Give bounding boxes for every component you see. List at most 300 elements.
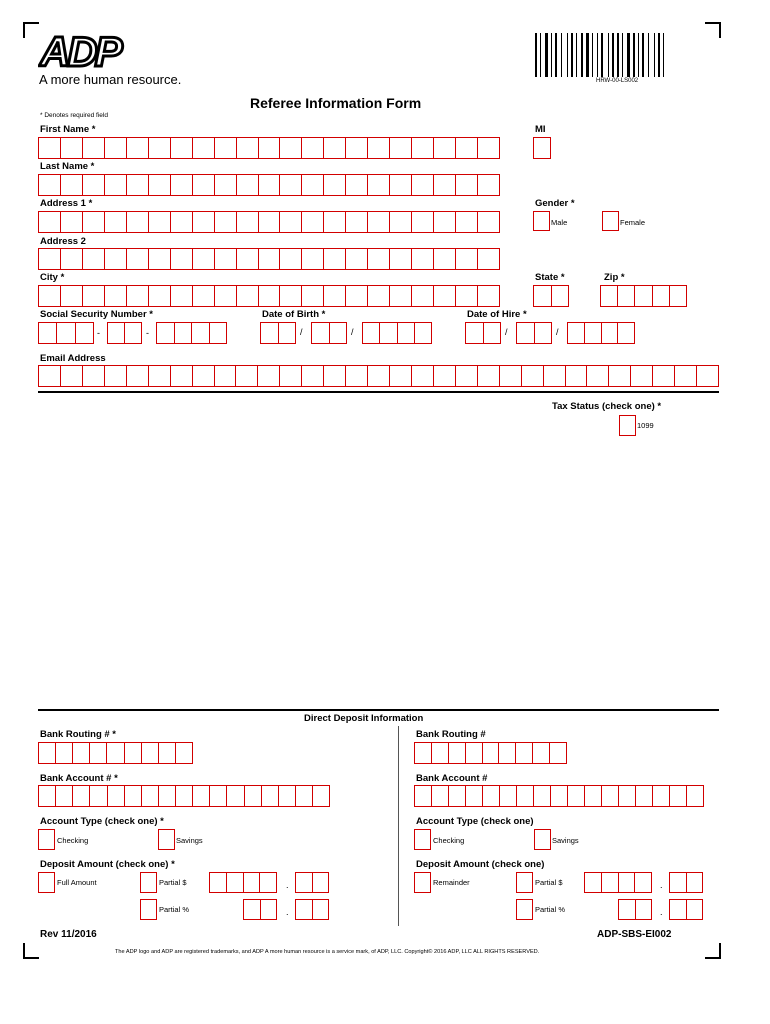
last-name-field[interactable] bbox=[38, 174, 500, 196]
char-cell[interactable] bbox=[534, 286, 552, 306]
char-cell[interactable] bbox=[73, 743, 90, 763]
char-cell[interactable] bbox=[653, 366, 675, 386]
char-cell[interactable] bbox=[635, 286, 652, 306]
city-label: City * bbox=[40, 272, 65, 283]
char-cell[interactable] bbox=[500, 366, 522, 386]
left-partial-pct-checkbox[interactable] bbox=[140, 899, 157, 920]
char-cell[interactable] bbox=[105, 249, 127, 269]
char-cell[interactable] bbox=[670, 286, 686, 306]
char-cell[interactable] bbox=[237, 286, 259, 306]
char-cell[interactable] bbox=[193, 286, 215, 306]
char-cell[interactable] bbox=[210, 873, 227, 892]
left-full-amount-checkbox[interactable] bbox=[38, 872, 55, 893]
barcode-number: HRW-00-LS002 bbox=[596, 78, 639, 84]
char-cell[interactable] bbox=[149, 175, 171, 195]
char-cell[interactable] bbox=[279, 786, 296, 806]
char-cell[interactable] bbox=[550, 743, 566, 763]
mi-field[interactable] bbox=[533, 137, 551, 159]
char-cell[interactable] bbox=[619, 900, 636, 919]
char-cell[interactable] bbox=[434, 138, 456, 158]
doh-year-field[interactable] bbox=[567, 322, 635, 344]
char-cell[interactable] bbox=[618, 323, 634, 343]
char-cell[interactable] bbox=[368, 249, 390, 269]
char-cell[interactable] bbox=[236, 366, 258, 386]
char-cell[interactable] bbox=[324, 175, 346, 195]
char-cell[interactable] bbox=[108, 786, 125, 806]
char-cell[interactable] bbox=[368, 175, 390, 195]
left-partial-dollar-checkbox[interactable] bbox=[140, 872, 157, 893]
char-cell[interactable] bbox=[245, 786, 262, 806]
char-cell[interactable] bbox=[483, 786, 500, 806]
char-cell[interactable] bbox=[127, 138, 149, 158]
char-cell[interactable] bbox=[302, 366, 324, 386]
char-cell[interactable] bbox=[653, 286, 670, 306]
char-cell[interactable] bbox=[39, 249, 61, 269]
right-partial-dollar-checkbox[interactable] bbox=[516, 872, 533, 893]
right-checking-checkbox[interactable] bbox=[414, 829, 431, 850]
char-cell[interactable] bbox=[500, 786, 517, 806]
char-cell[interactable] bbox=[456, 212, 478, 232]
char-cell[interactable] bbox=[456, 249, 478, 269]
char-cell[interactable] bbox=[585, 786, 602, 806]
char-cell[interactable] bbox=[279, 323, 296, 343]
char-cell[interactable] bbox=[609, 366, 631, 386]
right-account-field[interactable] bbox=[414, 785, 704, 807]
char-cell[interactable] bbox=[57, 323, 75, 343]
char-cell[interactable] bbox=[313, 873, 329, 892]
right-savings-label: Savings bbox=[552, 836, 579, 845]
char-cell[interactable] bbox=[478, 175, 499, 195]
char-cell[interactable] bbox=[533, 743, 550, 763]
left-routing-field[interactable] bbox=[38, 742, 193, 764]
char-cell[interactable] bbox=[149, 286, 171, 306]
char-cell[interactable] bbox=[127, 212, 149, 232]
char-cell[interactable] bbox=[127, 249, 149, 269]
char-cell[interactable] bbox=[262, 786, 279, 806]
char-cell[interactable] bbox=[551, 786, 568, 806]
char-cell[interactable] bbox=[434, 212, 456, 232]
char-cell[interactable] bbox=[346, 175, 368, 195]
char-cell[interactable] bbox=[61, 249, 83, 269]
char-cell[interactable] bbox=[171, 175, 193, 195]
char-cell[interactable] bbox=[159, 743, 176, 763]
char-cell[interactable] bbox=[61, 212, 83, 232]
char-cell[interactable] bbox=[149, 249, 171, 269]
char-cell[interactable] bbox=[434, 175, 456, 195]
char-cell[interactable] bbox=[449, 743, 466, 763]
doh-day-field[interactable] bbox=[516, 322, 552, 344]
char-cell[interactable] bbox=[83, 175, 105, 195]
char-cell[interactable] bbox=[244, 873, 261, 892]
char-cell[interactable] bbox=[415, 323, 431, 343]
char-cell[interactable] bbox=[302, 286, 324, 306]
char-cell[interactable] bbox=[478, 212, 499, 232]
char-cell[interactable] bbox=[227, 786, 244, 806]
right-partial-pct-checkbox[interactable] bbox=[516, 899, 533, 920]
char-cell[interactable] bbox=[697, 366, 718, 386]
char-cell[interactable] bbox=[585, 323, 602, 343]
char-cell[interactable] bbox=[302, 249, 324, 269]
char-cell[interactable] bbox=[601, 286, 618, 306]
char-cell[interactable] bbox=[237, 249, 259, 269]
char-cell[interactable] bbox=[261, 900, 277, 919]
char-cell[interactable] bbox=[237, 138, 259, 158]
char-cell[interactable] bbox=[566, 366, 588, 386]
char-cell[interactable] bbox=[280, 138, 302, 158]
doh-month-field[interactable] bbox=[465, 322, 501, 344]
char-cell[interactable] bbox=[602, 323, 619, 343]
char-cell[interactable] bbox=[587, 366, 609, 386]
char-cell[interactable] bbox=[390, 212, 412, 232]
char-cell[interactable] bbox=[390, 175, 412, 195]
char-cell[interactable] bbox=[193, 249, 215, 269]
char-cell[interactable] bbox=[324, 138, 346, 158]
char-cell[interactable] bbox=[83, 366, 105, 386]
char-cell[interactable] bbox=[390, 249, 412, 269]
char-cell[interactable] bbox=[434, 249, 456, 269]
char-cell[interactable] bbox=[61, 286, 83, 306]
char-cell[interactable] bbox=[215, 175, 237, 195]
char-cell[interactable] bbox=[227, 873, 244, 892]
char-cell[interactable] bbox=[619, 873, 636, 892]
tax-1099-label: 1099 bbox=[637, 421, 654, 430]
left-partial-pct-decimal[interactable] bbox=[295, 899, 329, 920]
char-cell[interactable] bbox=[105, 138, 127, 158]
char-cell[interactable] bbox=[61, 366, 83, 386]
char-cell[interactable] bbox=[125, 323, 141, 343]
char-cell[interactable] bbox=[39, 138, 61, 158]
char-cell[interactable] bbox=[157, 323, 175, 343]
char-cell[interactable] bbox=[544, 366, 566, 386]
ssn-field-part1[interactable] bbox=[38, 322, 94, 344]
char-cell[interactable] bbox=[61, 175, 83, 195]
char-cell[interactable] bbox=[670, 786, 687, 806]
char-cell[interactable] bbox=[259, 175, 281, 195]
char-cell[interactable] bbox=[149, 138, 171, 158]
dob-day-field[interactable] bbox=[311, 322, 347, 344]
char-cell[interactable] bbox=[330, 323, 347, 343]
char-cell[interactable] bbox=[412, 138, 434, 158]
char-cell[interactable] bbox=[159, 786, 176, 806]
char-cell[interactable] bbox=[280, 212, 302, 232]
char-cell[interactable] bbox=[193, 366, 215, 386]
char-cell[interactable] bbox=[39, 286, 61, 306]
female-checkbox[interactable] bbox=[602, 211, 619, 231]
email-field[interactable] bbox=[38, 365, 719, 387]
char-cell[interactable] bbox=[456, 286, 478, 306]
char-cell[interactable] bbox=[215, 212, 237, 232]
char-cell[interactable] bbox=[149, 212, 171, 232]
dob-label: Date of Birth * bbox=[262, 309, 326, 320]
dob-year-field[interactable] bbox=[362, 322, 432, 344]
char-cell[interactable] bbox=[56, 743, 73, 763]
char-cell[interactable] bbox=[313, 786, 329, 806]
char-cell[interactable] bbox=[296, 900, 313, 919]
right-routing-field[interactable] bbox=[414, 742, 567, 764]
decimal-point: . bbox=[660, 907, 663, 917]
char-cell[interactable] bbox=[259, 286, 281, 306]
char-cell[interactable] bbox=[280, 249, 302, 269]
city-field[interactable] bbox=[38, 285, 500, 307]
char-cell[interactable] bbox=[390, 138, 412, 158]
char-cell[interactable] bbox=[618, 286, 635, 306]
char-cell[interactable] bbox=[324, 366, 346, 386]
char-cell[interactable] bbox=[602, 786, 619, 806]
char-cell[interactable] bbox=[39, 743, 56, 763]
right-partial-pct-field[interactable] bbox=[618, 899, 652, 920]
char-cell[interactable] bbox=[105, 212, 127, 232]
char-cell[interactable] bbox=[466, 743, 483, 763]
char-cell[interactable] bbox=[313, 900, 329, 919]
char-cell[interactable] bbox=[296, 873, 313, 892]
char-cell[interactable] bbox=[259, 138, 281, 158]
ssn-dash: - bbox=[146, 328, 149, 338]
char-cell[interactable] bbox=[105, 366, 127, 386]
char-cell[interactable] bbox=[552, 286, 569, 306]
char-cell[interactable] bbox=[636, 900, 652, 919]
char-cell[interactable] bbox=[259, 249, 281, 269]
char-cell[interactable] bbox=[346, 138, 368, 158]
char-cell[interactable] bbox=[83, 138, 105, 158]
char-cell[interactable] bbox=[635, 873, 651, 892]
char-cell[interactable] bbox=[398, 323, 415, 343]
adp-logo-letters: ADP bbox=[40, 28, 120, 72]
char-cell[interactable] bbox=[83, 286, 105, 306]
right-partial-dollar-cents[interactable] bbox=[669, 872, 703, 893]
char-cell[interactable] bbox=[517, 323, 535, 343]
char-cell[interactable] bbox=[368, 138, 390, 158]
char-cell[interactable] bbox=[193, 175, 215, 195]
right-remainder-checkbox[interactable] bbox=[414, 872, 431, 893]
char-cell[interactable] bbox=[568, 323, 585, 343]
char-cell[interactable] bbox=[210, 323, 227, 343]
dob-month-field[interactable] bbox=[260, 322, 296, 344]
char-cell[interactable] bbox=[39, 366, 61, 386]
char-cell[interactable] bbox=[434, 286, 456, 306]
char-cell[interactable] bbox=[302, 175, 324, 195]
char-cell[interactable] bbox=[107, 743, 124, 763]
barcode-bar bbox=[545, 33, 548, 77]
char-cell[interactable] bbox=[522, 366, 544, 386]
char-cell[interactable] bbox=[619, 786, 636, 806]
char-cell[interactable] bbox=[302, 212, 324, 232]
char-cell[interactable] bbox=[210, 786, 227, 806]
state-field[interactable] bbox=[533, 285, 569, 307]
char-cell[interactable] bbox=[125, 786, 142, 806]
char-cell[interactable] bbox=[636, 786, 653, 806]
right-partial-dollar-field[interactable] bbox=[584, 872, 652, 893]
char-cell[interactable] bbox=[302, 138, 324, 158]
left-partial-pct-field[interactable] bbox=[243, 899, 277, 920]
char-cell[interactable] bbox=[456, 138, 478, 158]
char-cell[interactable] bbox=[261, 323, 279, 343]
char-cell[interactable] bbox=[687, 900, 703, 919]
char-cell[interactable] bbox=[171, 366, 193, 386]
right-remainder-label: Remainder bbox=[433, 878, 470, 887]
female-label: Female bbox=[620, 218, 646, 227]
barcode-bar bbox=[551, 33, 552, 77]
char-cell[interactable] bbox=[478, 249, 499, 269]
char-cell[interactable] bbox=[125, 743, 142, 763]
char-cell[interactable] bbox=[171, 138, 193, 158]
char-cell[interactable] bbox=[215, 249, 237, 269]
char-cell[interactable] bbox=[215, 366, 237, 386]
char-cell[interactable] bbox=[456, 366, 478, 386]
char-cell[interactable] bbox=[149, 366, 171, 386]
ssn-field-part3[interactable] bbox=[156, 322, 227, 344]
char-cell[interactable] bbox=[215, 138, 237, 158]
char-cell[interactable] bbox=[535, 323, 552, 343]
char-cell[interactable] bbox=[346, 286, 368, 306]
char-cell[interactable] bbox=[412, 286, 434, 306]
char-cell[interactable] bbox=[296, 786, 313, 806]
char-cell[interactable] bbox=[280, 175, 302, 195]
barcode-bar bbox=[540, 33, 541, 77]
char-cell[interactable] bbox=[432, 786, 449, 806]
char-cell[interactable] bbox=[127, 175, 149, 195]
char-cell[interactable] bbox=[478, 286, 499, 306]
char-cell[interactable] bbox=[171, 249, 193, 269]
char-cell[interactable] bbox=[415, 743, 432, 763]
address1-field[interactable] bbox=[38, 211, 500, 233]
male-checkbox[interactable] bbox=[533, 211, 550, 231]
char-cell[interactable] bbox=[368, 286, 390, 306]
char-cell[interactable] bbox=[346, 212, 368, 232]
char-cell[interactable] bbox=[324, 249, 346, 269]
char-cell[interactable] bbox=[127, 366, 149, 386]
char-cell[interactable] bbox=[687, 873, 703, 892]
address2-field[interactable] bbox=[38, 248, 500, 270]
char-cell[interactable] bbox=[215, 286, 237, 306]
char-cell[interactable] bbox=[670, 900, 687, 919]
char-cell[interactable] bbox=[456, 175, 478, 195]
char-cell[interactable] bbox=[259, 212, 281, 232]
char-cell[interactable] bbox=[324, 286, 346, 306]
char-cell[interactable] bbox=[517, 786, 534, 806]
char-cell[interactable] bbox=[602, 873, 619, 892]
char-cell[interactable] bbox=[368, 212, 390, 232]
char-cell[interactable] bbox=[244, 900, 261, 919]
char-cell[interactable] bbox=[280, 286, 302, 306]
char-cell[interactable] bbox=[675, 366, 697, 386]
char-cell[interactable] bbox=[280, 366, 302, 386]
char-cell[interactable] bbox=[499, 743, 516, 763]
char-cell[interactable] bbox=[142, 786, 159, 806]
char-cell[interactable] bbox=[363, 323, 380, 343]
char-cell[interactable] bbox=[346, 249, 368, 269]
char-cell[interactable] bbox=[585, 873, 602, 892]
char-cell[interactable] bbox=[687, 786, 703, 806]
char-cell[interactable] bbox=[568, 786, 585, 806]
zip-field[interactable] bbox=[600, 285, 687, 307]
char-cell[interactable] bbox=[39, 175, 61, 195]
char-cell[interactable] bbox=[415, 786, 432, 806]
char-cell[interactable] bbox=[171, 286, 193, 306]
char-cell[interactable] bbox=[534, 786, 551, 806]
char-cell[interactable] bbox=[478, 366, 500, 386]
char-cell[interactable] bbox=[466, 786, 483, 806]
char-cell[interactable] bbox=[56, 786, 73, 806]
char-cell[interactable] bbox=[176, 743, 192, 763]
char-cell[interactable] bbox=[324, 212, 346, 232]
char-cell[interactable] bbox=[653, 786, 670, 806]
left-checking-checkbox[interactable] bbox=[38, 829, 55, 850]
char-cell[interactable] bbox=[237, 212, 259, 232]
char-cell[interactable] bbox=[516, 743, 533, 763]
char-cell[interactable] bbox=[237, 175, 259, 195]
char-cell[interactable] bbox=[260, 873, 276, 892]
left-full-amount-label: Full Amount bbox=[57, 878, 97, 887]
char-cell[interactable] bbox=[90, 786, 107, 806]
revision-date: Rev 11/2016 bbox=[40, 929, 97, 940]
char-cell[interactable] bbox=[105, 286, 127, 306]
char-cell[interactable] bbox=[105, 175, 127, 195]
tax-status-label: Tax Status (check one) * bbox=[552, 401, 662, 412]
char-cell[interactable] bbox=[412, 212, 434, 232]
char-cell[interactable] bbox=[478, 138, 499, 158]
char-cell[interactable] bbox=[346, 366, 368, 386]
char-cell[interactable] bbox=[39, 786, 56, 806]
char-cell[interactable] bbox=[193, 212, 215, 232]
char-cell[interactable] bbox=[484, 323, 501, 343]
left-partial-dollar-cents[interactable] bbox=[295, 872, 329, 893]
char-cell[interactable] bbox=[483, 743, 500, 763]
right-partial-pct-decimal[interactable] bbox=[669, 899, 703, 920]
char-cell[interactable] bbox=[61, 138, 83, 158]
char-cell[interactable] bbox=[390, 366, 412, 386]
char-cell[interactable] bbox=[312, 323, 330, 343]
char-cell[interactable] bbox=[83, 249, 105, 269]
char-cell[interactable] bbox=[90, 743, 107, 763]
char-cell[interactable] bbox=[108, 323, 125, 343]
char-cell[interactable] bbox=[175, 323, 193, 343]
char-cell[interactable] bbox=[412, 249, 434, 269]
char-cell[interactable] bbox=[412, 366, 434, 386]
char-cell[interactable] bbox=[39, 212, 61, 232]
char-cell[interactable] bbox=[127, 286, 149, 306]
char-cell[interactable] bbox=[176, 786, 193, 806]
char-cell[interactable] bbox=[412, 175, 434, 195]
char-cell[interactable] bbox=[380, 323, 397, 343]
char-cell[interactable] bbox=[171, 212, 193, 232]
char-cell[interactable] bbox=[76, 323, 93, 343]
char-cell[interactable] bbox=[83, 212, 105, 232]
left-savings-checkbox[interactable] bbox=[158, 829, 175, 850]
first-name-field[interactable] bbox=[38, 137, 500, 159]
char-cell[interactable] bbox=[39, 323, 57, 343]
char-cell[interactable] bbox=[670, 873, 687, 892]
char-cell[interactable] bbox=[193, 138, 215, 158]
char-cell[interactable] bbox=[466, 323, 484, 343]
ssn-field-part2[interactable] bbox=[107, 322, 142, 344]
char-cell[interactable] bbox=[368, 366, 390, 386]
char-cell[interactable] bbox=[390, 286, 412, 306]
left-partial-dollar-field[interactable] bbox=[209, 872, 277, 893]
barcode-bar bbox=[658, 33, 660, 77]
tax-1099-checkbox[interactable] bbox=[619, 415, 636, 436]
char-cell[interactable] bbox=[142, 743, 159, 763]
left-account-field[interactable] bbox=[38, 785, 330, 807]
char-cell[interactable] bbox=[631, 366, 653, 386]
char-cell[interactable] bbox=[432, 743, 449, 763]
char-cell[interactable] bbox=[449, 786, 466, 806]
char-cell[interactable] bbox=[73, 786, 90, 806]
char-cell[interactable] bbox=[193, 786, 210, 806]
char-cell[interactable] bbox=[192, 323, 210, 343]
char-cell[interactable] bbox=[434, 366, 456, 386]
char-cell[interactable] bbox=[258, 366, 280, 386]
right-savings-checkbox[interactable] bbox=[534, 829, 551, 850]
